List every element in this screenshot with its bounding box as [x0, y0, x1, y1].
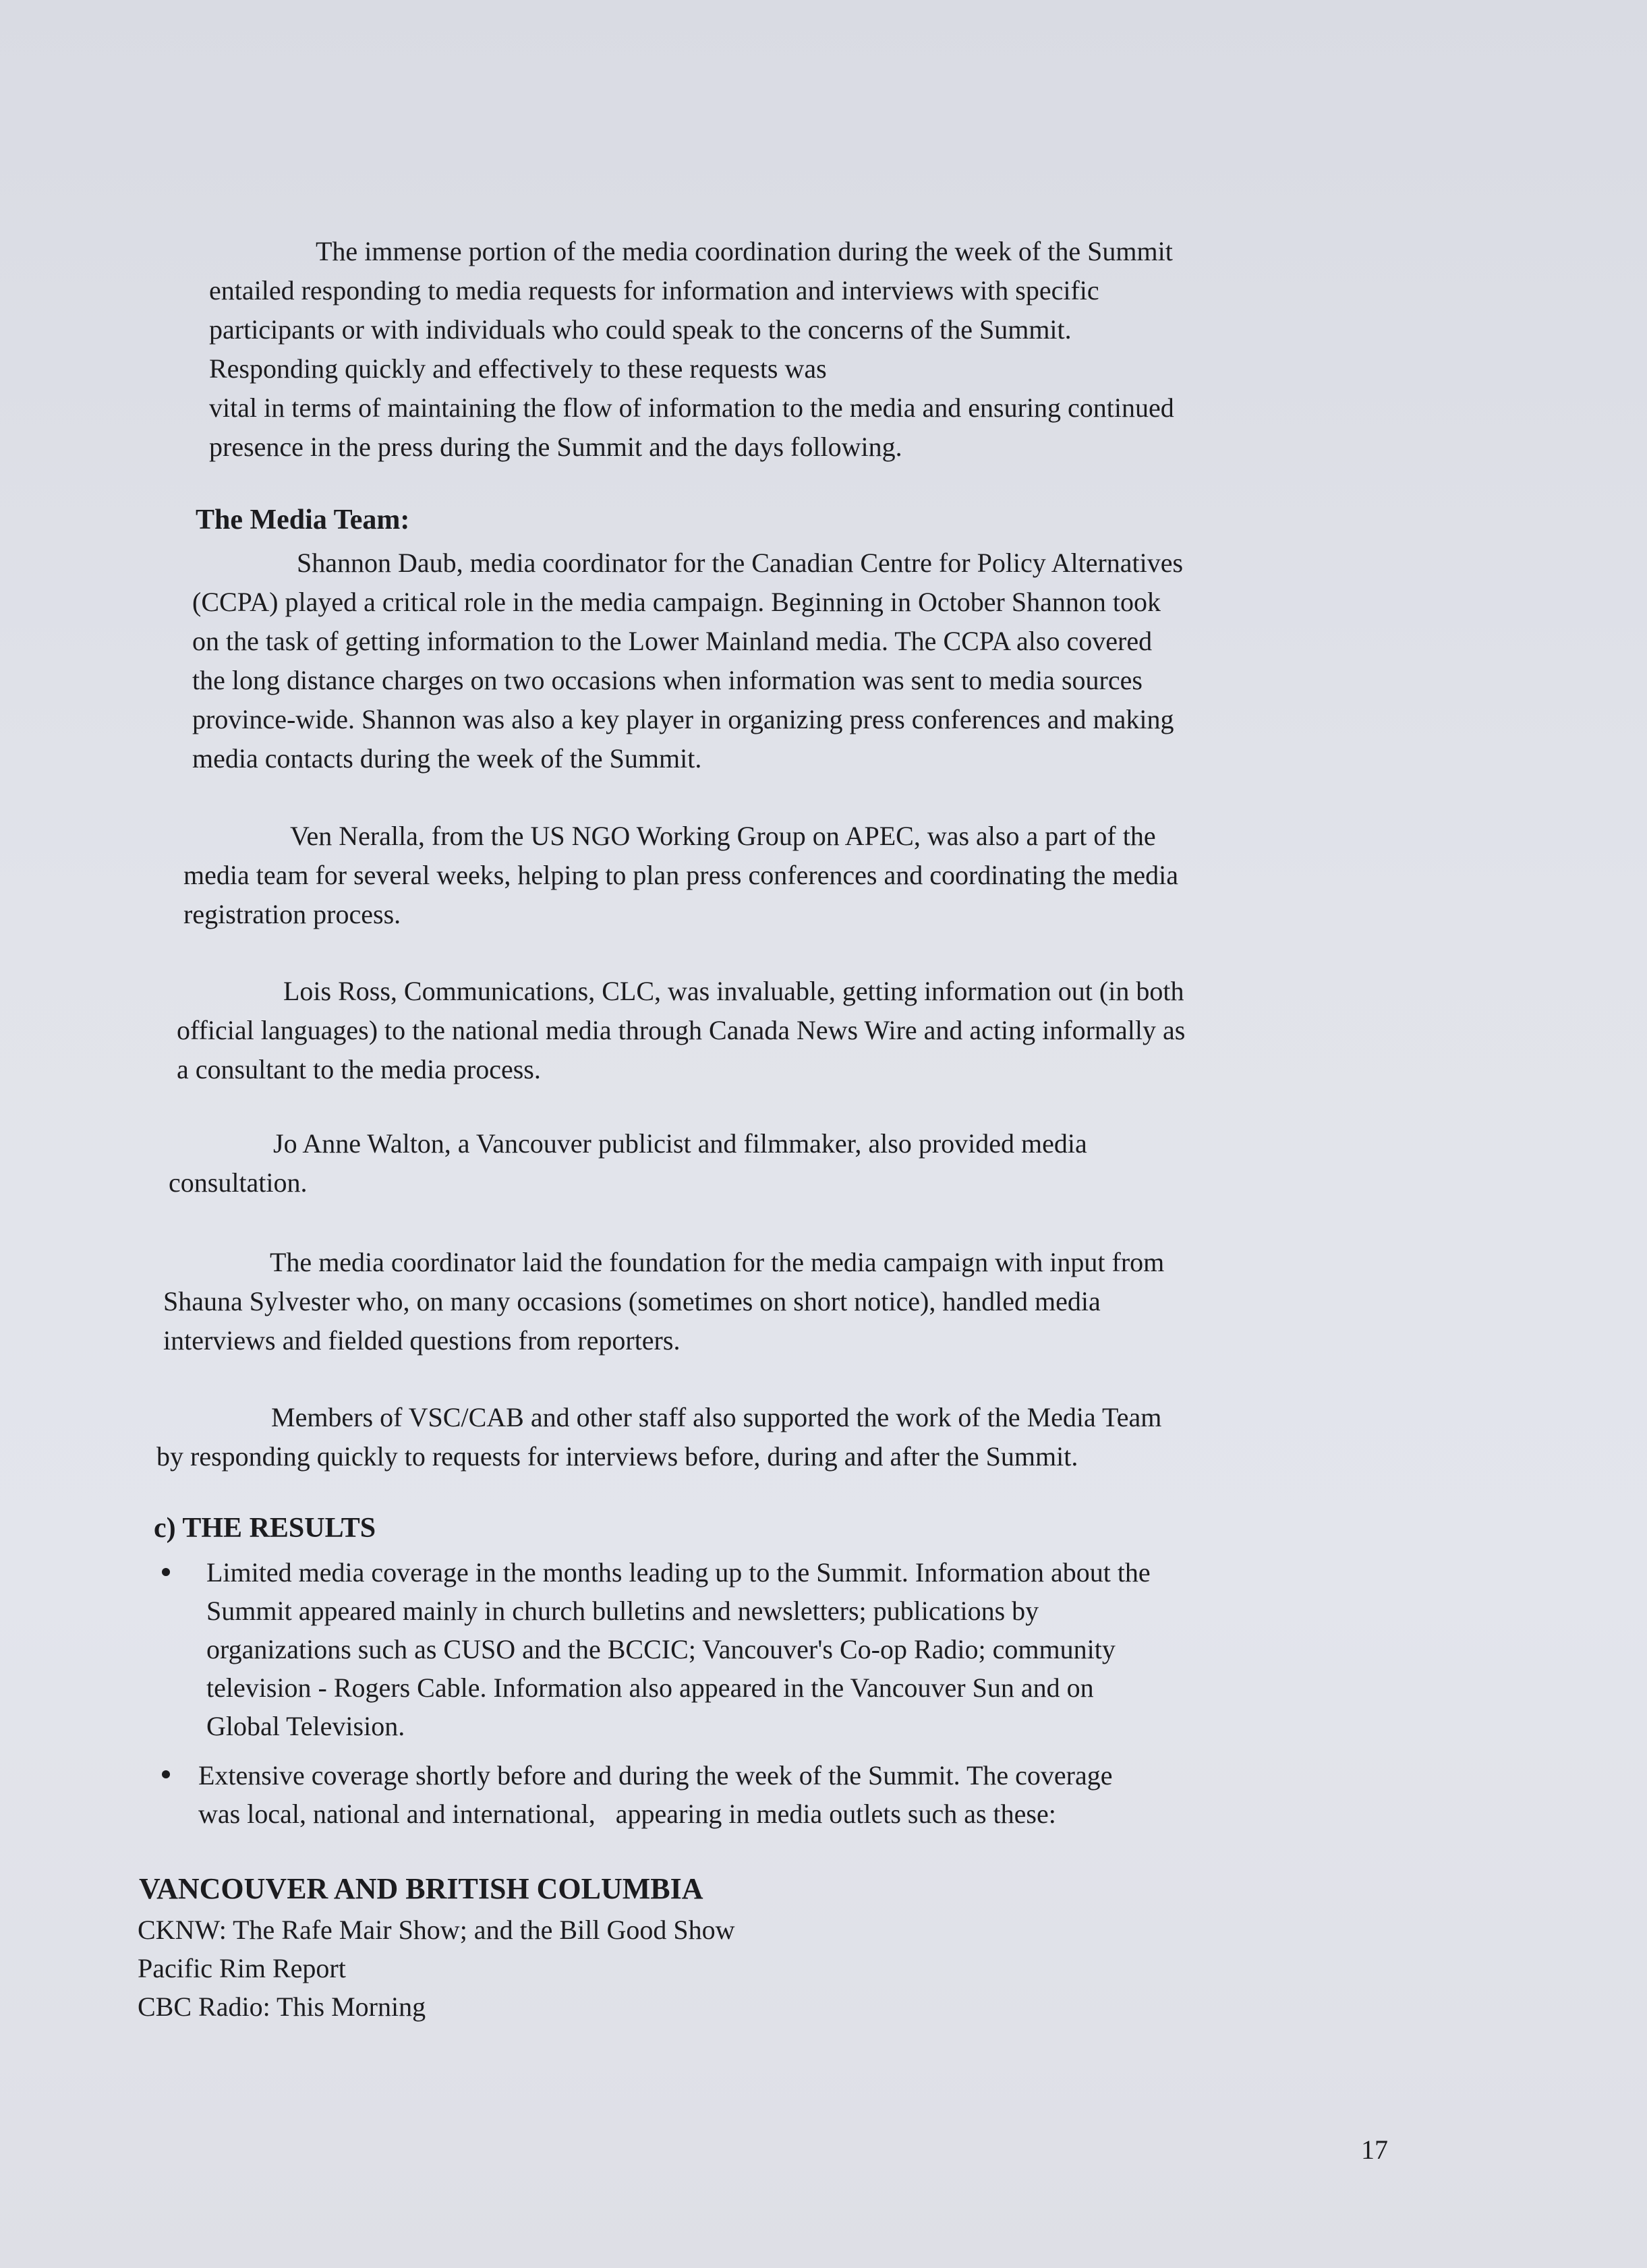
text-line: province-wide. Shannon was also a key player in organizing press conferences and making	[192, 704, 1174, 734]
outlet-item: CBC Radio: This Morning	[138, 1991, 426, 2022]
paragraph-coordinator	[163, 1243, 1164, 1360]
outlet-item: CKNW: The Rafe Mair Show; and the Bill Good Show	[138, 1915, 735, 1945]
paragraph-ven	[183, 817, 1178, 934]
text-line: Jo Anne Walton, a Vancouver publicist and filmmaker, also provided media	[273, 1128, 1087, 1159]
outlets-heading: VANCOUVER AND BRITISH COLUMBIA	[139, 1872, 703, 1905]
paragraph-shannon	[192, 544, 1183, 778]
text-line: presence in the press during the Summit and the days following.	[209, 432, 902, 462]
text-line: registration process.	[183, 899, 401, 929]
text-line: (CCPA) played a critical role in the media campaign. Beginning in October Shannon took	[192, 587, 1161, 617]
media-team-heading: The Media Team:	[196, 504, 410, 535]
paragraph-lois	[177, 972, 1185, 1089]
outlets-list	[138, 1911, 734, 2026]
text-line: interviews and fielded questions from reporters.	[163, 1325, 681, 1356]
text-line: Global Television.	[206, 1711, 405, 1741]
text-line: participants or with individuals who could speak to the concerns of the Summit.	[209, 314, 1072, 345]
text-line: entailed responding to media requests for information and interviews with specific	[209, 275, 1099, 306]
text-line: Shauna Sylvester who, on many occasions (sometimes on short notice), handled media	[163, 1286, 1101, 1316]
page-number: 17	[1361, 2134, 1388, 2165]
text-line: Limited media coverage in the months leading up to the Summit. Information about the	[206, 1557, 1151, 1588]
paragraph-summit-week	[209, 232, 1174, 467]
text-line: consultation.	[169, 1167, 308, 1198]
text-line: Responding quickly and effectively to these requests was	[209, 353, 827, 384]
text-line: a consultant to the media process.	[177, 1054, 541, 1084]
text-line: The immense portion of the media coordination during the week of the Summit	[316, 236, 1173, 266]
text-line: Members of VSC/CAB and other staff also supported the work of the Media Team	[271, 1402, 1162, 1432]
bullet-icon	[162, 1568, 170, 1576]
text-line: was local, national and international, appearing in media outlets such as these:	[198, 1799, 1056, 1829]
text-line: The media coordinator laid the foundation for the media campaign with input from	[270, 1247, 1165, 1277]
text-line: Extensive coverage shortly before and during the week of the Summit. The coverage	[198, 1760, 1113, 1791]
text-line: official languages) to the national media through Canada News Wire and acting informally as	[177, 1015, 1186, 1045]
paragraph-jo-anne	[169, 1124, 1087, 1202]
text-line: television - Rogers Cable. Information also appeared in the Vancouver Sun and on	[206, 1673, 1094, 1703]
text-line: vital in terms of maintaining the flow of information to the media and ensuring continued	[209, 392, 1174, 423]
text-line: on the task of getting information to the Lower Mainland media. The CCPA also covered	[192, 626, 1153, 656]
text-line: by responding quickly to requests for interviews before, during and after the Summit.	[156, 1441, 1078, 1472]
results-bullet-extensive	[198, 1756, 1112, 1833]
text-line: the long distance charges on two occasions when information was sent to media sources	[192, 665, 1143, 695]
text-line: Summit appeared mainly in church bulletins and newsletters; publications by	[206, 1596, 1039, 1626]
text-line: Lois Ross, Communications, CLC, was invaluable, getting information out (in both	[283, 976, 1184, 1006]
results-heading: c) THE RESULTS	[154, 1513, 376, 1544]
text-line: media contacts during the week of the Summit.	[192, 743, 702, 774]
paragraph-members	[156, 1398, 1161, 1476]
bullet-icon	[162, 1770, 170, 1778]
text-line: media team for several weeks, helping to plan press conferences and coordinating the media	[183, 860, 1178, 890]
text-line: Shannon Daub, media coordinator for the Canadian Centre for Policy Alternatives	[297, 548, 1184, 578]
text-line: organizations such as CUSO and the BCCIC; Vancouver's Co-op Radio; community	[206, 1634, 1116, 1664]
results-bullet-limited	[206, 1553, 1151, 1745]
outlet-item: Pacific Rim Report	[138, 1953, 346, 1983]
text-line: Ven Neralla, from the US NGO Working Group on APEC, was also a part of the	[290, 821, 1156, 851]
